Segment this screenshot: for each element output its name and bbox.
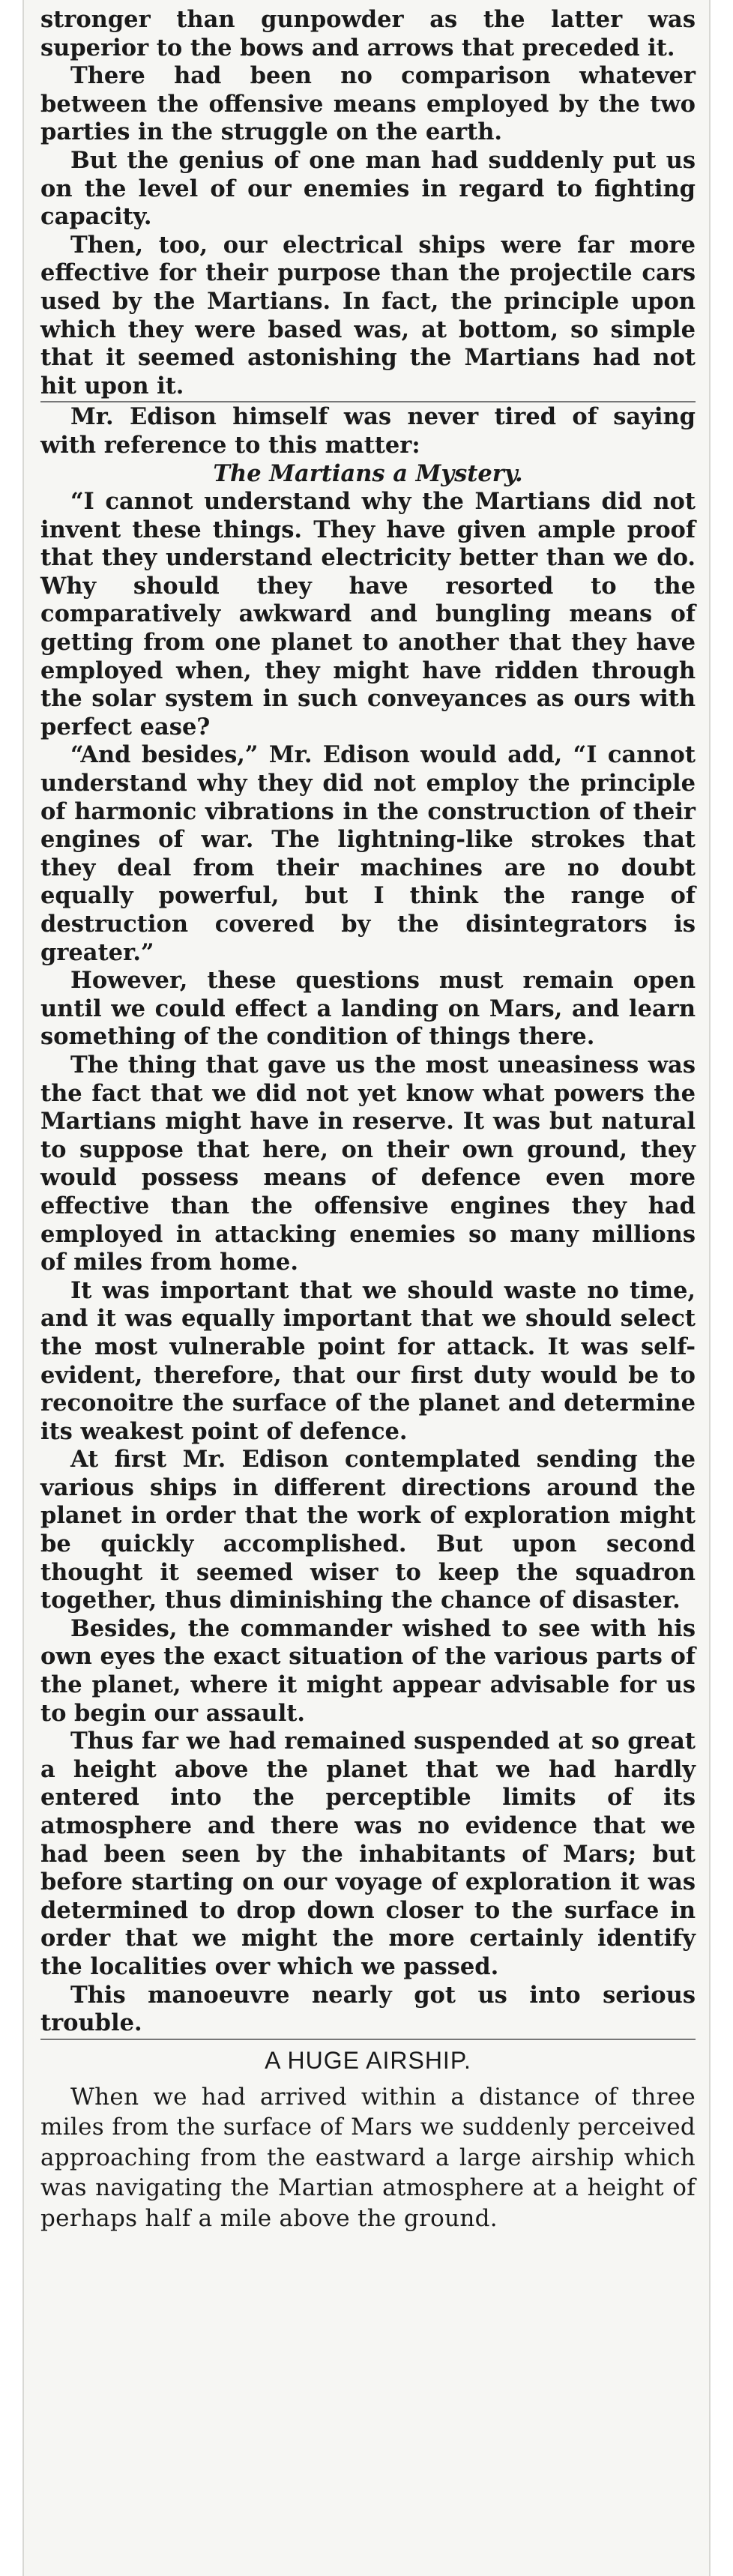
- section-heading-huge-airship: A HUGE AIRSHIP.: [265, 2046, 471, 2074]
- paragraph-1: stronger than gunpowder as the latter was superior to the bows and arrows that preceded it.: [40, 6, 696, 61]
- paragraph-2: There had been no comparison whatever between the offensive means employed by the two parties in the struggle on the earth.: [40, 62, 696, 146]
- paragraph-12: Besides, the commander wished to see with his own eyes the exact situation of the various parts of the planet, where it might appear advisable for us to begin our assault.: [40, 1614, 696, 1727]
- paragraph-11: At first Mr. Edison contemplated sending the various ships in different directions around the planet in order that the work of exploration might be quickly accomplished. But upon second thought it seemed wiser to keep the squadron together, thus diminishing the chance of disaster.: [40, 1446, 696, 1614]
- section-heading-martians-mystery: The Martians a Mystery.: [213, 459, 523, 487]
- paragraph-6: “I cannot understand why the Martians did not invent these things. They have given ample proof that they understand electricity better than we do. Why should they have resorted to the comparatively awkward and bungling means of getting from one planet to another that they have employed when, they might have ridden through the solar system in such conveyances as ours with perfect ease?: [40, 488, 696, 740]
- paragraph-7: “And besides,” Mr. Edison would add, “I cannot understand why they did not employ the principle of harmonic vibrations in the construction of their engines of war. The lightning-like strokes that they deal from their machines are no doubt equally powerful, but I think the range of destruction covered by the disintegrators is greater.”: [40, 741, 696, 966]
- paragraph-13: Thus far we had remained suspended at so great a height above the planet that we had hardly entered into the perceptible limits of its atmosphere and there was no evidence that we had been seen by the inhabitants of Mars; but before starting on our voyage of exploration it was determined to drop down closer to the surface in order that we might the more certainly identify the localities over which we passed.: [40, 1728, 696, 1980]
- paragraph-9: The thing that gave us the most uneasiness was the fact that we did not yet know what powers the Martians might have in reserve. It was but natural to suppose that here, on their own ground, they would possess means of defence even more effective than the offensive engines they had employed in attacking enemies so many millions of miles from home.: [40, 1051, 696, 1276]
- paragraph-5: Mr. Edison himself was never tired of saying with reference to this matter:: [40, 403, 696, 459]
- paragraph-14: This manoeuvre nearly got us into serious trouble.: [40, 1981, 696, 2037]
- paragraph-15: When we had arrived within a distance of three miles from the surface of Mars we suddenly perceived approaching from the eastward a large airship which was navigating the Martian atmosphere at a height of perhaps half a mile above the ground.: [40, 2083, 696, 2232]
- paragraph-10: It was important that we should waste no time, and it was equally important that we should select the most vulnerable point for attack. It was self-evident, therefore, that our first duty would be to reconoitre the surface of the planet and determine its weakest point of defence.: [40, 1276, 696, 1445]
- paragraph-4: Then, too, our electrical ships were far more effective for their purpose than the projectile cars used by the Martians. In fact, the principle upon which they were based was, at bottom, so simple that it seemed astonishing the Martians had not hit upon it.: [40, 231, 696, 399]
- paragraph-3: But the genius of one man had suddenly put us on the level of our enemies in regard to fighting capacity.: [40, 146, 696, 231]
- paragraph-8: However, these questions must remain open until we could effect a landing on Mars, and learn something of the condition of things there.: [40, 967, 696, 1051]
- divider-rule: [40, 401, 696, 402]
- divider-rule: [40, 2039, 696, 2040]
- newspaper-column: [22, 0, 711, 2576]
